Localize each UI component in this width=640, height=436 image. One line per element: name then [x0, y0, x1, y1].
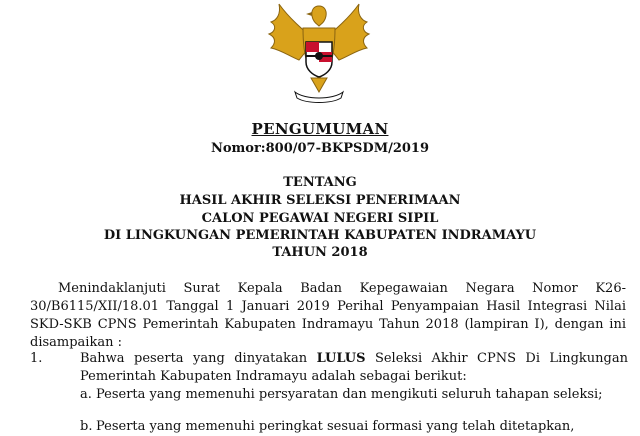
intro-paragraph: Menindaklanjuti Surat Kepala Badan Kepegawaian Negara Nomor K26-30/B6115/XII/18.01 Tanggal 1 Januari 2019 Perihal Penyampaian Hasil Integrasi Nilai SKD-SKB CPNS Pemerintah Kabupaten Indramayu Tahun 2018 (lampiran I), dengan ini disampaikan :: [30, 281, 626, 350]
item-1-number: 1.: [30, 351, 43, 366]
subject-line-1: HASIL AKHIR SELEKSI PENERIMAAN: [179, 193, 461, 208]
announcement-number: Nomor:800/07-BKPSDM/2019: [210, 141, 430, 156]
tentang-heading: TENTANG: [283, 175, 357, 190]
subject-line-3: DI LINGKUNGAN PEMERINTAH KABUPATEN INDRAMAYU: [103, 228, 537, 243]
item-1-text: [80, 350, 628, 386]
sub-a-label: a.: [80, 387, 92, 402]
item-1-before: Bahwa peserta yang dinyatakan: [80, 351, 317, 366]
sub-a-text: Peserta yang memenuhi persyaratan dan mengikuti seluruh tahapan seleksi;: [96, 387, 603, 402]
announcement-title: PENGUMUMAN: [251, 120, 389, 138]
garuda-emblem-icon: [259, 0, 379, 104]
subject-line-4: TAHUN 2018: [272, 245, 368, 260]
item-1-bold: LULUS: [316, 351, 366, 366]
sub-b-text: Peserta yang memenuhi peringkat sesuai formasi yang telah ditetapkan,: [96, 419, 575, 434]
item-1-after: Seleksi Akhir CPNS Di Lingkungan Pemerintah Kabupaten Indramayu adalah sebagai berikut:: [80, 351, 628, 384]
sub-b-label: b.: [80, 419, 93, 434]
subject-line-2: CALON PEGAWAI NEGERI SIPIL: [201, 211, 439, 226]
